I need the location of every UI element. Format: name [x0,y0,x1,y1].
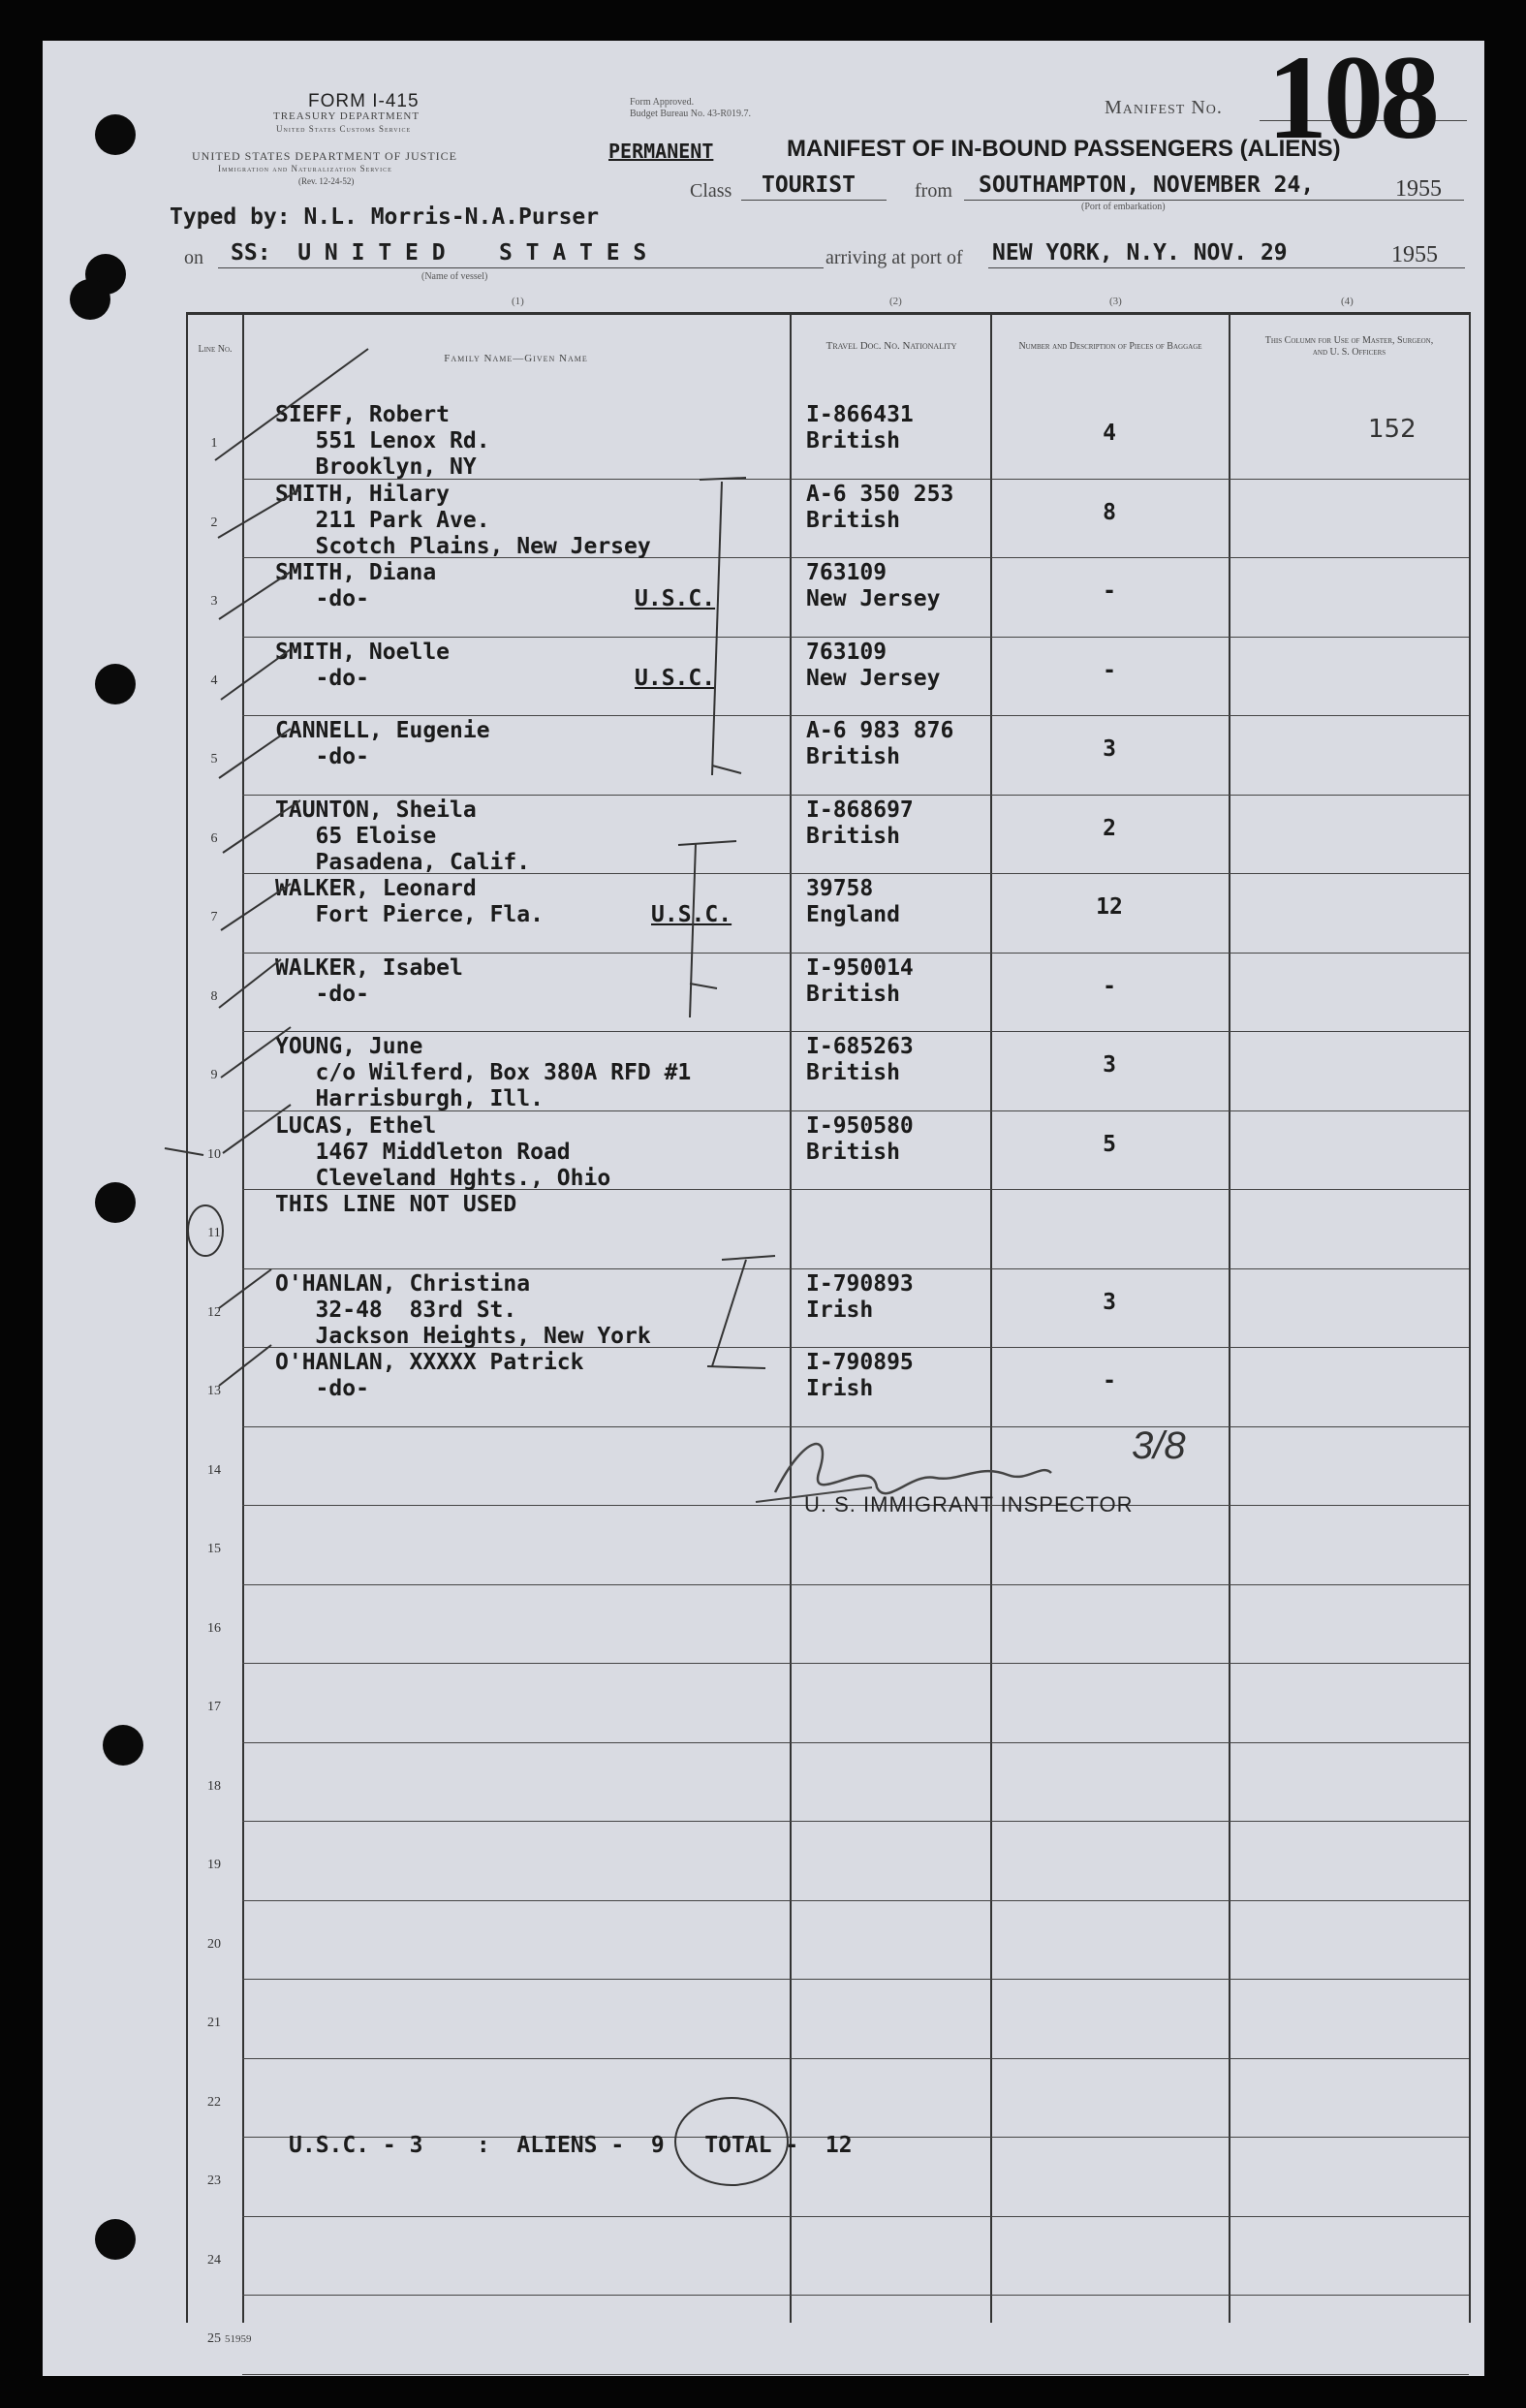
signature-note: 3/8 [1132,1424,1186,1467]
passenger-name: O'HANLAN, XXXXX Patrick -do- [275,1350,584,1401]
col-header-line-no: Line No. [198,344,233,355]
typed-by: Typed by: N.L. Morris-N.A.Purser [170,204,600,230]
usc-mark: U.S.C. [635,586,716,611]
passenger-name: SMITH, Noelle -do- [275,639,451,691]
line-number: 24 [207,2252,221,2267]
line-number: 4 [210,672,218,688]
line-number: 20 [207,1936,221,1952]
baggage-count: 3 [1103,1289,1116,1315]
travel-doc: 763109 New Jersey [806,639,941,691]
permanent-label: PERMANENT [608,140,714,163]
col-header-baggage: Number and Description of Pieces of Baggage [1018,341,1202,352]
officer-note: 152 [1368,415,1417,444]
usc-mark: U.S.C. [635,665,716,691]
travel-doc: I-685263 British [806,1034,914,1085]
inspector-stamp: U. S. IMMIGRANT INSPECTOR [804,1492,1134,1517]
baggage-count: - [1103,973,1116,999]
line-number: 16 [207,1620,221,1636]
line-number: 19 [207,1858,221,1872]
form-number: FORM I-415 [308,91,420,111]
baggage-count: - [1103,657,1116,683]
line-number: 17 [207,1700,221,1714]
customs-label: United States Customs Service [276,124,412,134]
class-value: TOURIST [762,172,856,198]
travel-doc: 763109 New Jersey [806,560,941,611]
totals-line: U.S.C. - 3 : ALIENS - 9 TOTAL - 12 [289,2133,853,2158]
passenger-name: WALKER, Leonard Fort Pierce, Fla. [275,876,544,927]
baggage-count: 5 [1103,1131,1116,1157]
travel-doc: A-6 350 253 British [806,481,954,533]
baggage-count: - [1103,579,1116,604]
line-number: 1 [210,436,218,451]
line-number: 3 [210,594,218,609]
line-number: 12 [207,1304,221,1320]
line-number: 8 [210,988,218,1004]
passenger-name: SMITH, Hilary 211 Park Ave. Scotch Plains, New Jersey [275,481,651,559]
usc-mark: U.S.C. [651,902,732,927]
baggage-count: 2 [1103,815,1116,841]
arriving-value: NEW YORK, N.Y. NOV. 29 [992,240,1288,266]
baggage-count: 4 [1103,421,1116,446]
passenger-name: THIS LINE NOT USED [275,1192,517,1217]
passenger-name: SIEFF, Robert 551 Lenox Rd. Brooklyn, NY [275,402,490,480]
col-num-4: (4) [1341,296,1354,307]
form-approved-label: Form Approved. [630,97,695,108]
manifest-number: 108 [1267,31,1436,164]
baggage-count: 3 [1103,736,1116,762]
line-number: 11 [207,1226,221,1240]
baggage-count: 3 [1103,1052,1116,1078]
line-number: 22 [207,2094,221,2110]
travel-doc: I-790893 Irish [806,1270,914,1323]
passenger-name: O'HANLAN, Christina 32-48 83rd St. Jackson Heights, New York [275,1270,651,1349]
arriving-label: arriving at port of [825,247,963,268]
treasury-label: TREASURY DEPARTMENT [273,110,420,122]
class-label: Class [690,180,732,202]
col-num-3: (3) [1109,296,1122,307]
baggage-count: 8 [1103,499,1116,525]
passenger-name: TAUNTON, Sheila 65 Eloise Pasadena, Calif. [275,797,531,875]
col-header-officers: This Column for Use of Master, Surgeon, and U. S. Officers [1264,335,1434,358]
from-value: SOUTHAMPTON, NOVEMBER 24, [979,172,1315,198]
line-number: 7 [210,910,218,924]
footer-code: 51959 [225,2333,252,2345]
port-caption: (Port of embarkation) [1081,202,1166,212]
col-num-1: (1) [512,296,524,307]
col-num-2: (2) [889,296,902,307]
passenger-name: SMITH, Diana -do- [275,560,437,611]
arriving-year: 1955 [1391,242,1438,267]
baggage-count: - [1103,1368,1116,1393]
manifest-title: MANIFEST OF IN-BOUND PASSENGERS (ALIENS) [787,136,1341,162]
line-number: 2 [210,515,218,530]
rev-label: (Rev. 12-24-52) [298,176,355,186]
manifest-no-label: Manifest No. [1105,97,1223,118]
travel-doc: I-866431 British [806,402,914,453]
line-number: 14 [207,1462,221,1478]
line-number: 18 [207,1778,221,1794]
travel-doc: I-790895 Irish [806,1350,914,1401]
line-number: 25 [207,2331,221,2346]
passenger-name: LUCAS, Ethel 1467 Middleton Road Cleveland Hghts., Ohio [275,1112,611,1191]
from-year: 1955 [1395,176,1442,202]
passenger-name: CANNELL, Eugenie -do- [275,718,490,769]
travel-doc: I-868697 British [806,797,914,849]
travel-doc: I-950580 British [806,1112,914,1165]
justice-label: UNITED STATES DEPARTMENT OF JUSTICE [192,149,458,163]
line-number: 9 [210,1068,218,1082]
ins-label: Immigration and Naturalization Service [218,164,392,173]
from-label: from [915,180,952,202]
line-number: 13 [207,1384,221,1398]
travel-doc: A-6 983 876 British [806,718,954,769]
line-number: 5 [210,752,218,766]
vessel-name: SS: U N I T E D S T A T E S [231,240,647,266]
line-number: 23 [207,2173,221,2188]
col-header-travel-doc: Travel Doc. No. Nationality [825,340,957,352]
budget-label: Budget Bureau No. 43-R019.7. [630,109,751,119]
line-number: 10 [207,1146,221,1162]
baggage-count: 12 [1096,894,1123,920]
on-label: on [184,247,203,268]
col-header-name: Family Name—Given Name [444,353,588,364]
passenger-name: WALKER, Isabel -do- [275,954,463,1007]
travel-doc: 39758 England [806,876,900,927]
line-number: 21 [207,2016,221,2030]
vessel-caption: (Name of vessel) [421,271,488,282]
travel-doc: I-950014 British [806,954,914,1007]
line-number: 15 [207,1542,221,1556]
line-number: 6 [210,830,218,846]
passenger-name: YOUNG, June c/o Wilferd, Box 380A RFD #1 Harrisburgh, Ill. [275,1034,692,1111]
